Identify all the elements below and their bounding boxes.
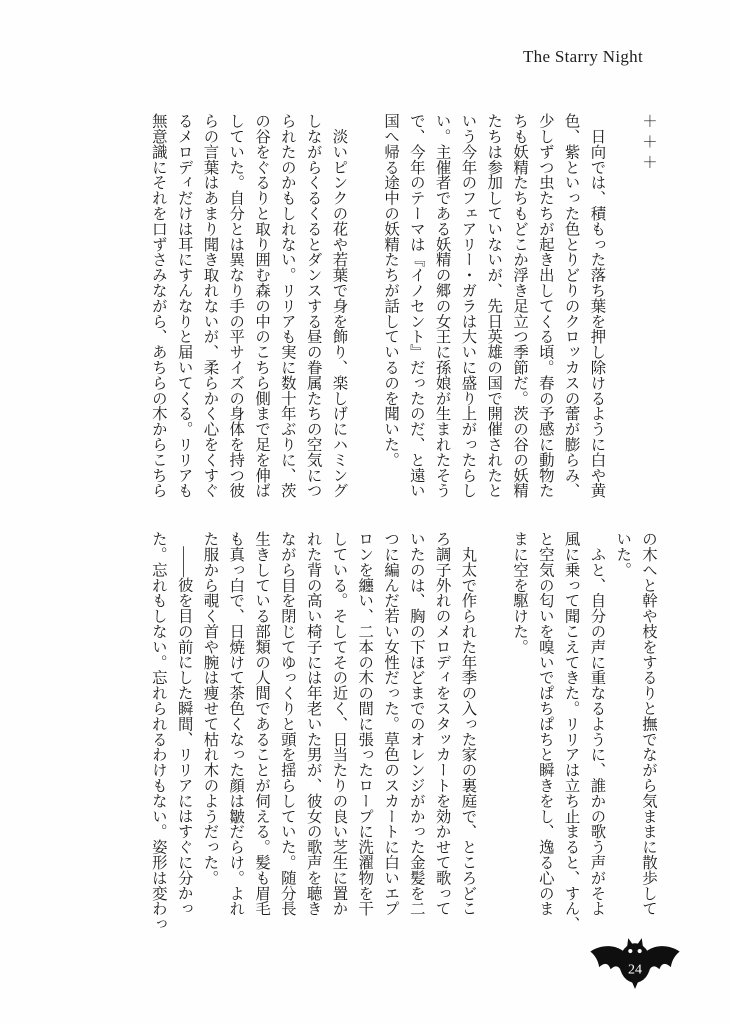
bottom-text-block xyxy=(145,531,661,932)
text-line: しながらくるくるとダンスする昼の眷属たちの空気につ xyxy=(304,113,322,498)
text-line: していた。自分とは異なり手の平サイズの身体を持つ彼 xyxy=(227,113,245,498)
text-line: ロンを纏い、二本の木の間に張ったロープに洗濯物を干 xyxy=(356,531,374,916)
text-line: らの言葉はあまり聞き取れないが、柔らかく心をくすぐ xyxy=(201,113,219,498)
text-line: た服から覗く首や腕は痩せて枯れ木のようだった。 xyxy=(201,531,219,886)
text-line: いた。 xyxy=(614,531,632,578)
paragraph-group-4 xyxy=(145,531,480,932)
text-line: 生きしている部類の人間であることが伺える。髪も眉毛 xyxy=(253,531,271,916)
text-line: つに編んだ若い女性だった。草色のスカートに白いエプ xyxy=(382,531,400,916)
paragraph-group-1 xyxy=(377,113,609,499)
text-line: も真っ白で、日焼けて茶色くなった顔は皺だらけ。よれ xyxy=(227,531,245,916)
top-text-block xyxy=(145,113,661,499)
running-head-title: The Starry Night xyxy=(523,47,643,66)
text-line: 日向では、積もった落ち葉を押し除けるように白や黄 xyxy=(588,113,606,498)
text-line: い。主催者である妖精の郷の女王に孫娘が生まれたそう xyxy=(433,113,451,498)
page-number: 24 xyxy=(628,962,642,978)
paragraph-group-3 xyxy=(506,531,661,932)
text-line: いう今年のフェアリー・ガラは大いに盛り上がったらし xyxy=(459,113,477,498)
text-line: られたのかもしれない。リリアも実に数十年ぶりに、茨 xyxy=(278,113,296,498)
text-line: している。そしてその近く、日当たりの良い芝生に置か xyxy=(330,531,348,916)
text-line: れた背の高い椅子には年老いた男が、彼女の歌声を聴き xyxy=(304,531,322,916)
text-line: 色、紫といった色とりどりのクロッカスの蕾が膨らみ、 xyxy=(562,113,580,498)
text-line: まに空を駆けた。 xyxy=(511,531,529,655)
page-footer-ornament xyxy=(587,936,683,990)
text-line: 無意識にそれを口ずさみながら、あちらの木からこちら xyxy=(149,113,167,498)
bat-icon xyxy=(587,936,683,990)
scene-separator: ＋＋＋ xyxy=(640,113,657,175)
text-line: 淡いピンクの花や若葉で身を飾り、楽しげにハミング xyxy=(330,113,348,498)
text-line: ろ調子外れのメロディをスタッカートを効かせて歌って xyxy=(433,531,451,916)
text-line: 丸太で作られた年季の入った家の裏庭で、ところどこ xyxy=(459,531,477,916)
text-line: いたのは、胸の下ほどまでのオレンジがかった金髪を二 xyxy=(407,531,425,916)
text-line: 風に乗って聞こえてきた。リリアは立ち止まると、すん、 xyxy=(562,531,580,932)
text-line: ながら目を閉じてゆっくりと頭を揺らしていた。随分長 xyxy=(278,531,296,916)
text-line: と空気の匂いを嗅いでぱちぱちと瞬きをし、逸る心のま xyxy=(536,531,554,916)
paragraph-group-2 xyxy=(145,113,351,499)
text-line: ちも妖精たちもどこか浮き足立つ季節だ。茨の谷の妖精 xyxy=(511,113,529,498)
text-line: ふと、自分の声に重なるように、誰かの歌う声がそよ xyxy=(588,531,606,916)
text-line: た。忘れもしない。忘れられるわけもない。姿形は変わっ xyxy=(149,531,167,932)
text-line: の谷をぐるりと取り囲む森の中のこちら側まで足を伸ば xyxy=(253,113,271,498)
text-line: の木へと幹や枝をするりと撫でながら気ままに散歩して xyxy=(640,531,657,916)
text-line: で、今年のテーマは『イノセント』だったのだ、と遠い xyxy=(407,113,425,498)
text-line: 少しずつ虫たちが起き出してくる頃。春の予感に動物た xyxy=(536,113,554,498)
text-line: るメロディだけは耳にすんなりと届いてくる。リリアも xyxy=(175,113,193,498)
text-line: たちは参加していないが、先日英雄の国で開催されたと xyxy=(485,113,503,498)
text-line: 国へ帰る途中の妖精たちが話しているのを聞いた。 xyxy=(382,113,400,468)
text-line: ――彼を目の前にした瞬間、リリアにはすぐに分かっ xyxy=(175,531,193,916)
